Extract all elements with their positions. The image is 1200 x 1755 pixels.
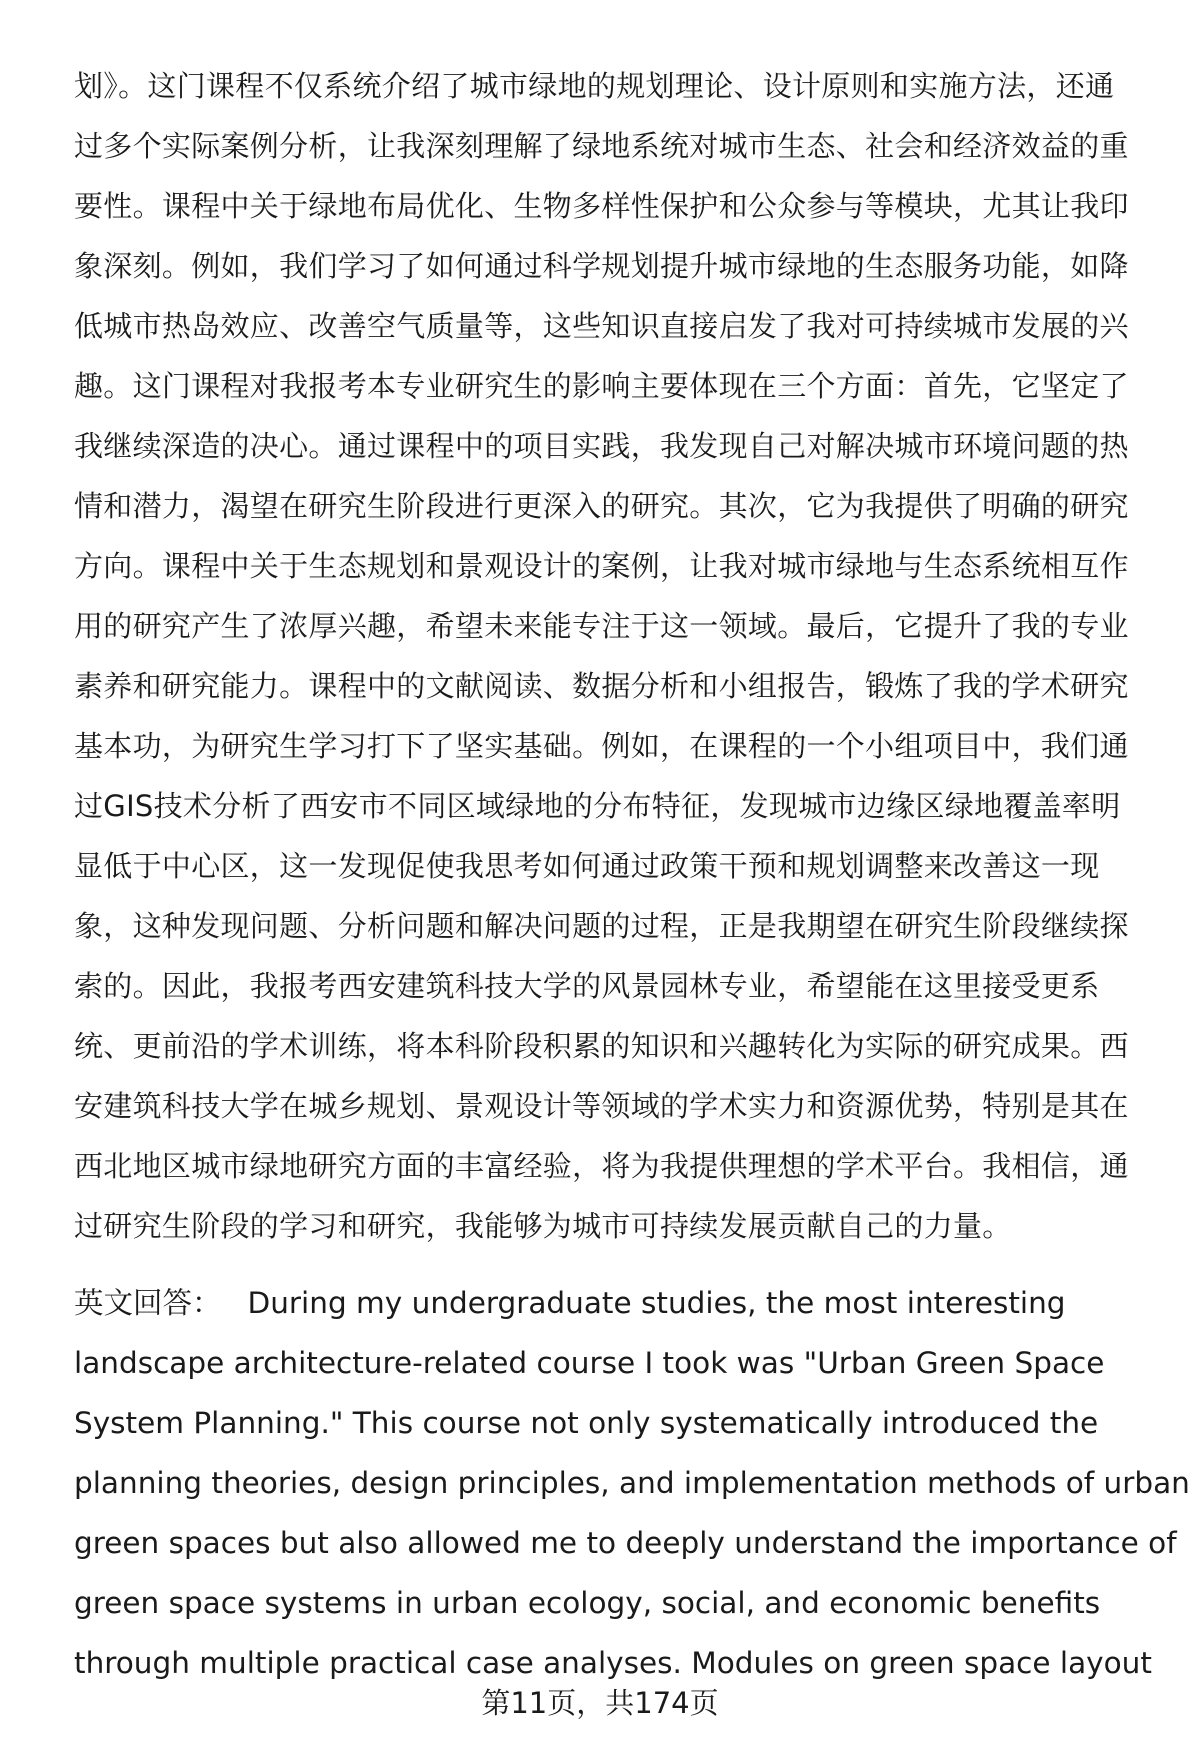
text-line: 西北地区城市绿地研究方面的丰富经验，将为我提供理想的学术平台。我相信，通 [74, 1149, 1129, 1183]
text-line: 基本功，为研究生学习打下了坚实基础。例如，在课程的一个小组项目中，我们通 [74, 729, 1129, 763]
text-line: 象深刻。例如，我们学习了如何通过科学规划提升城市绿地的生态服务功能，如降 [74, 249, 1129, 283]
text-line: 情和潜力，渴望在研究生阶段进行更深入的研究。其次，它为我提供了明确的研究 [74, 489, 1129, 523]
text-line: 用的研究产生了浓厚兴趣，希望未来能专注于这一领域。最后，它提升了我的专业 [74, 609, 1129, 643]
text-line: 安建筑科技大学在城乡规划、景观设计等领域的学术实力和资源优势，特别是其在 [74, 1089, 1129, 1123]
text-line: 象，这种发现问题、分析问题和解决问题的过程，正是我期望在研究生阶段继续探 [74, 909, 1129, 943]
text-line: through multiple practical case analyses. Modules on green space layout [74, 1646, 1152, 1680]
text-line: 过GIS技术分析了西安市不同区域绿地的分布特征，发现城市边缘区绿地覆盖率明 [74, 789, 1121, 823]
text-line: landscape architecture-related course I took was "Urban Green Space [74, 1346, 1105, 1380]
text-line: 过研究生阶段的学习和研究，我能够为城市可持续发展贡献自己的力量。 [74, 1209, 1012, 1243]
text-line: planning theories, design principles, and implementation methods of urban [74, 1466, 1190, 1500]
text-line: 统、更前沿的学术训练，将本科阶段积累的知识和兴趣转化为实际的研究成果。西 [74, 1029, 1129, 1063]
text-line: System Planning." This course not only systematically introduced the [74, 1406, 1099, 1440]
text-line: green spaces but also allowed me to deeply understand the importance of [74, 1526, 1177, 1560]
text-line-content: During my undergraduate studies, the most interesting [247, 1286, 1066, 1320]
text-line: 方向。课程中关于生态规划和景观设计的案例，让我对城市绿地与生态系统相互作 [74, 549, 1129, 583]
text-line [74, 1273, 1164, 1333]
page-number-footer: 第11页，共174页 [481, 1686, 719, 1720]
text-line: green space systems in urban ecology, social, and economic benefits [74, 1586, 1101, 1620]
text-line: 索的。因此，我报考西安建筑科技大学的风景园林专业，希望能在这里接受更系 [74, 969, 1100, 1003]
text-line: 素养和研究能力。课程中的文献阅读、数据分析和小组报告，锻炼了我的学术研究 [74, 669, 1129, 703]
text-line: 要性。课程中关于绿地布局优化、生物多样性保护和公众参与等模块，尤其让我印 [74, 189, 1129, 223]
text-line: 低城市热岛效应、改善空气质量等，这些知识直接启发了我对可持续城市发展的兴 [74, 309, 1129, 343]
english-answer-paragraph [74, 1273, 1190, 1693]
text-line: 趣。这门课程对我报考本专业研究生的影响主要体现在三个方面：首先，它坚定了 [74, 369, 1129, 403]
english-answer-label: 英文回答： [74, 1286, 222, 1320]
text-line: 过多个实际案例分析，让我深刻理解了绿地系统对城市生态、社会和经济效益的重 [74, 129, 1129, 163]
text-line: 我继续深造的决心。通过课程中的项目实践，我发现自己对解决城市环境问题的热 [74, 429, 1129, 463]
text-line: 划》。这门课程不仅系统介绍了城市绿地的规划理论、设计原则和实施方法，还通 [74, 69, 1115, 103]
chinese-answer-paragraph [74, 56, 1154, 1256]
text-line: 显低于中心区，这一发现促使我思考如何通过政策干预和规划调整来改善这一现 [74, 849, 1100, 883]
